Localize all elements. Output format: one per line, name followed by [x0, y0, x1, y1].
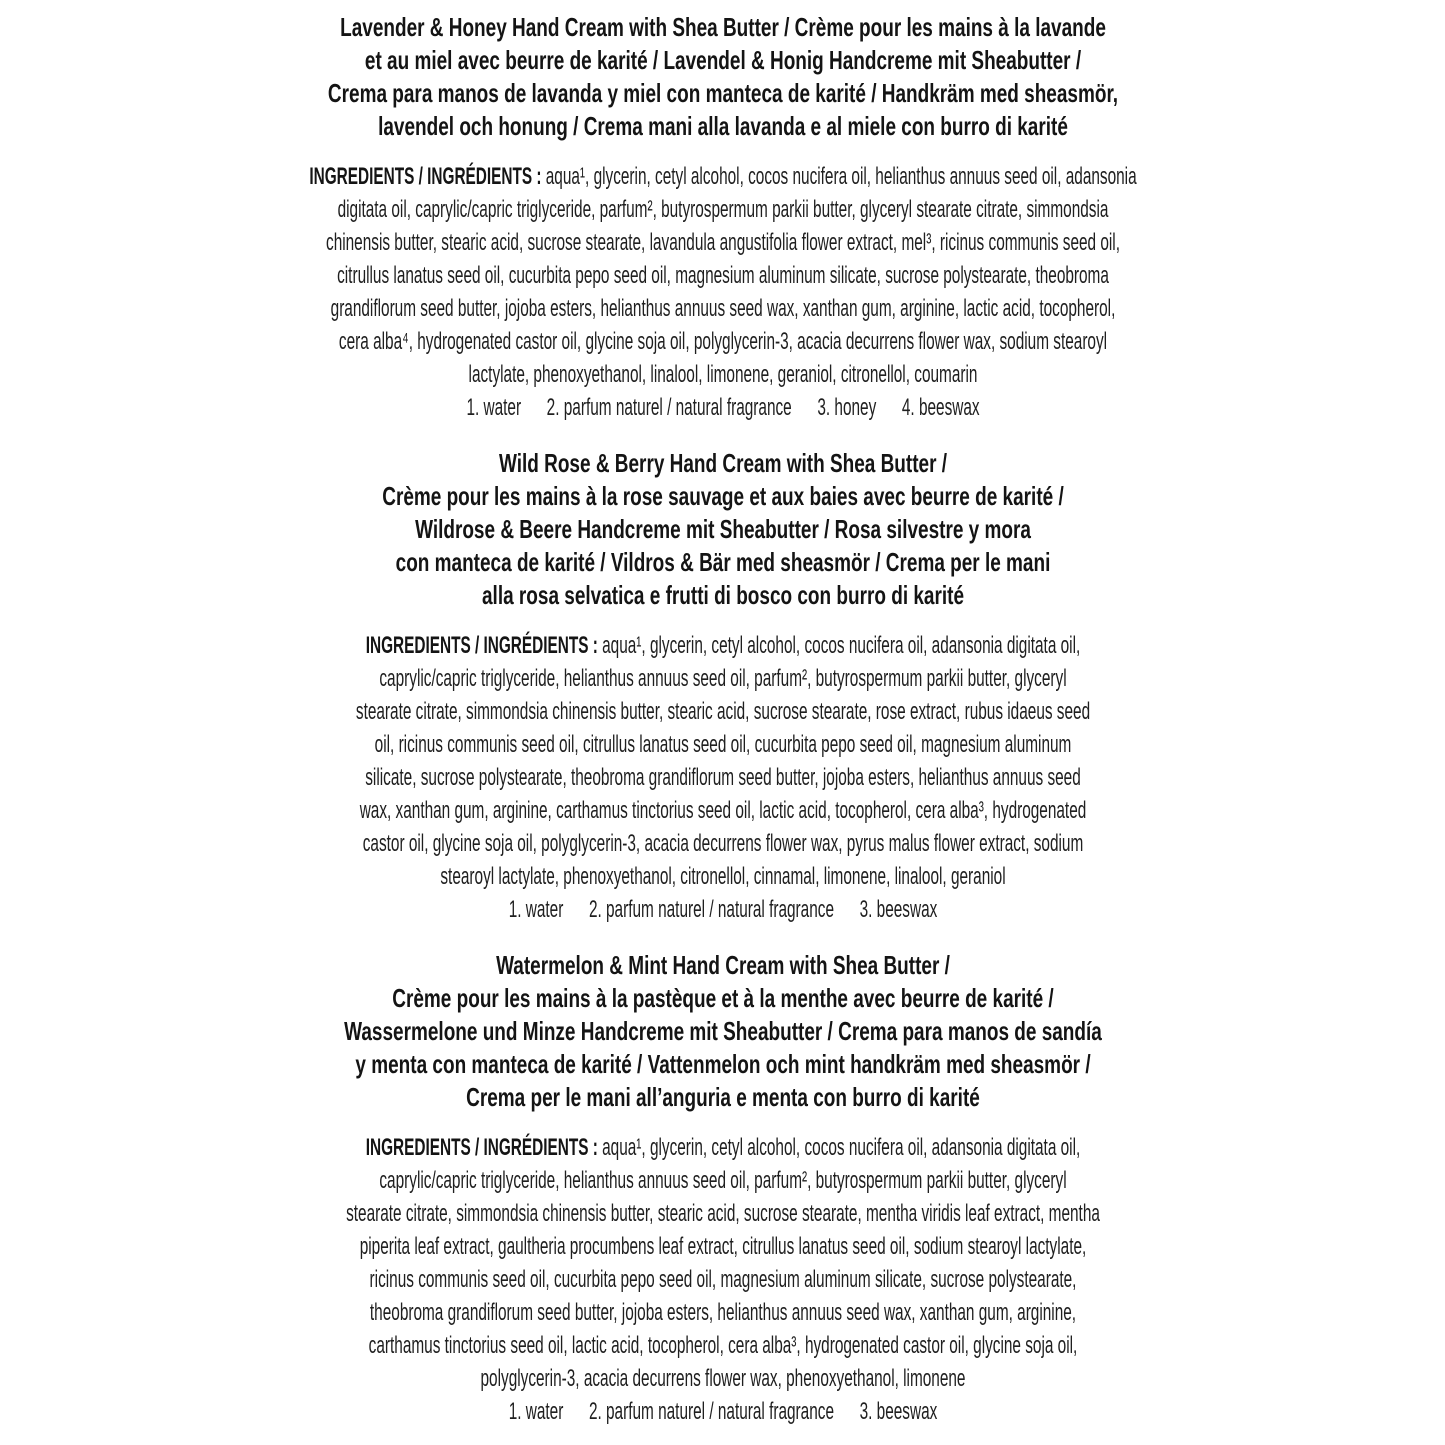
ingredients-text: aqua¹, glycerin, cetyl alcohol, cocos nucifera oil, helianthus annuus seed oil, adansonia digitata oil, caprylic/capric triglyceride, parfum², butyrospermum parkii butter, glyceryl stearate citrate, simmondsia chinensis butter, stearic acid, sucrose stearate, lavandula angustifolia flower extract, mel³, ricinus communis seed oil, citrullus lanatus seed oil, cucurbita pepo seed oil, magnesium aluminum silicate, sucrose polystearate, theobroma grandiflorum seed butter, jojoba esters, helianthus annuus seed wax, xanthan gum, arginine, lactic acid, tocopherol, cera alba⁴, hydrogenated castor oil, glycine soja oil, polyglycerin-3, acacia decurrens flower wax, sodium stearoyl lactylate, phenoxyethanol, linalool, limonene, geraniol, citronellol, coumarin	[325, 163, 1137, 388]
product-title-wild-rose-berry: Wild Rose & Berry Hand Cream with Shea Butter / Crème pour les mains à la rose sauvage et aux baies avec beurre de karité / Wildrose & Beere Handcreme mit Sheabutter / Rosa silvestre y mora con manteca de karité / Vildros & Bär med sheasmör / Crema per le mani alla rosa selvatica e frutti di bosco con burro di karité	[381, 448, 1064, 610]
ingredients-text: aqua¹, glycerin, cetyl alcohol, cocos nucifera oil, adansonia digitata oil, caprylic/capric triglyceride, helianthus annuus seed oil, parfum², butyrospermum parkii butter, glyceryl stearate citrate, simmondsia chinensis butter, stearic acid, sucrose stearate, rose extract, rubus idaeus seed oil, ricinus communis seed oil, citrullus lanatus seed oil, cucurbita pepo seed oil, magnesium aluminum silicate, sucrose polystearate, theobroma grandiflorum seed butter, jojoba esters, helianthus annuus seed wax, xanthan gum, arginine, carthamus tinctorius seed oil, lactic acid, tocopherol, cera alba³, hydrogenated castor oil, glycine soja oil, polyglycerin-3, acacia decurrens flower wax, pyrus malus flower extract, sodium stearoyl lactylate, phenoxyethanol, citronellol, cinnamal, limonene, linalool, geraniol	[355, 632, 1090, 890]
product-section-watermelon-mint	[0, 949, 1445, 1428]
ingredients-label: INGREDIENTS / INGRÉDIENTS :	[365, 1134, 598, 1161]
product-section-wild-rose-berry	[0, 447, 1445, 926]
product-title-lavender-honey: Lavender & Honey Hand Cream with Shea Butter / Crème pour les mains à la lavande et au miel avec beurre de karité / Lavendel & Honig Handcreme mit Sheabutter / Crema para manos de lavanda y miel con manteca de karité / Handkräm med sheasmör, lavendel och honung / Crema mani alla lavanda e al miele con burro di karité	[327, 12, 1118, 141]
ingredients-paragraph-lavender-honey	[211, 160, 1235, 391]
footnotes-wild-rose-berry: 1. water 2. parfum naturel / natural fragrance 3. beeswax	[508, 896, 937, 923]
product-section-lavender-honey	[0, 11, 1445, 424]
ingredients-paragraph-wild-rose-berry	[211, 629, 1235, 893]
product-title-watermelon-mint: Watermelon & Mint Hand Cream with Shea Butter / Crème pour les mains à la pastèque et à la menthe avec beurre de karité / Wassermelone und Minze Handcreme mit Sheabutter / Crema para manos de sandía y menta con manteca de karité / Vattenmelon och mint handkräm med sheasmör / Crema per le mani all’anguria e menta con burro di karité	[343, 950, 1102, 1112]
ingredients-text: aqua¹, glycerin, cetyl alcohol, cocos nucifera oil, adansonia digitata oil, caprylic/capric triglyceride, helianthus annuus seed oil, parfum², butyrospermum parkii butter, glyceryl stearate citrate, simmondsia chinensis butter, stearic acid, sucrose stearate, mentha viridis leaf extract, mentha piperita leaf extract, gaultheria procumbens leaf extract, citrullus lanatus seed oil, sodium stearoyl lactylate, ricinus communis seed oil, cucurbita pepo seed oil, magnesium aluminum silicate, sucrose polystearate, theobroma grandiflorum seed butter, jojoba esters, helianthus annuus seed wax, xanthan gum, arginine, carthamus tinctorius seed oil, lactic acid, tocopherol, cera alba³, hydrogenated castor oil, glycine soja oil, polyglycerin-3, acacia decurrens flower wax, phenoxyethanol, limonene	[345, 1134, 1100, 1392]
ingredients-label: INGREDIENTS / INGRÉDIENTS :	[308, 163, 541, 190]
footnotes-watermelon-mint: 1. water 2. parfum naturel / natural fragrance 3. beeswax	[508, 1398, 937, 1425]
footnotes-lavender-honey: 1. water 2. parfum naturel / natural fragrance 3. honey 4. beeswax	[465, 394, 980, 421]
ingredients-label: INGREDIENTS / INGRÉDIENTS :	[365, 632, 598, 659]
ingredients-paragraph-watermelon-mint	[211, 1131, 1235, 1395]
